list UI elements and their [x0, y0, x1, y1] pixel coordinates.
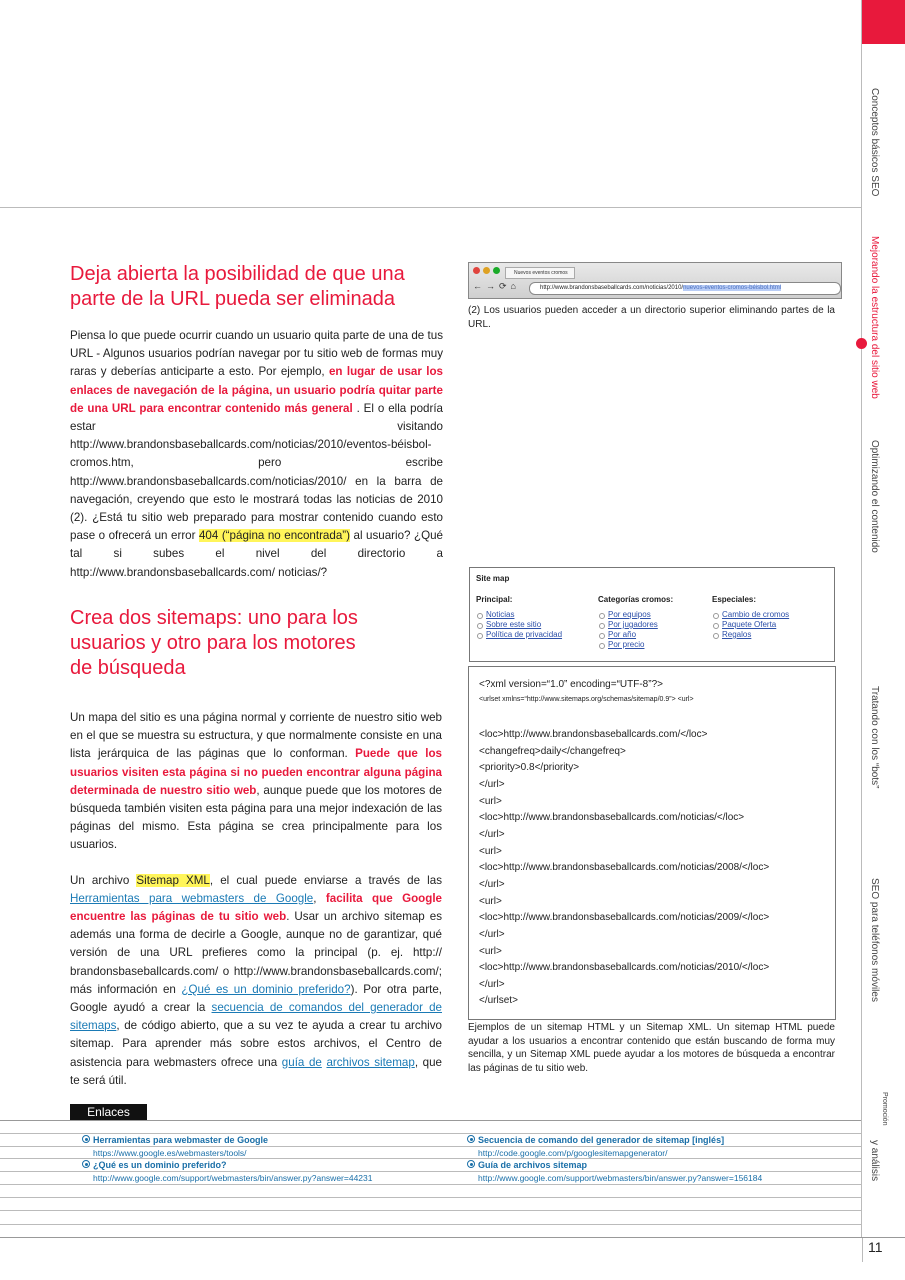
- section2-paragraph-1: [70, 709, 442, 855]
- resource-link-title[interactable]: [467, 1160, 587, 1170]
- sitemap-column-header: Especiales:: [712, 595, 757, 604]
- text-run: ,: [313, 891, 326, 905]
- preferred-domain-link[interactable]: ¿Qué es un dominio preferido?: [181, 982, 351, 996]
- sitemap-link: Noticias: [476, 610, 562, 620]
- section2-paragraph-2: [70, 872, 442, 1090]
- sidebar-item-conceptos[interactable]: Conceptos básicos SEO: [869, 88, 880, 197]
- sitemap-link: Regalos: [712, 630, 789, 640]
- sidebar-item-contenido[interactable]: Optimizando el contenido: [869, 440, 880, 553]
- section2-heading: [70, 606, 440, 681]
- sidebar-item-analisis[interactable]: y análisis: [869, 1140, 880, 1182]
- xml-line: <loc>http://www.brandonsbaseballcards.com/noticias/2008/</loc>: [479, 862, 770, 873]
- browser-nav-icons: ←→⟳⌂: [473, 281, 520, 291]
- sitemap-link: Política de privacidad: [476, 630, 562, 640]
- link-title-text: Secuencia de comando del generador de sitemap [inglés]: [478, 1135, 725, 1145]
- text-run: , que te será útil.: [70, 1055, 442, 1087]
- links-rule: [0, 1210, 861, 1211]
- maximize-dot-icon: [493, 267, 500, 274]
- sidebar-item-promocion[interactable]: Promoción: [881, 1092, 888, 1126]
- text-run: . Usar un archivo sitemap es además una forma de decirle a Google, aunque no de garantizar, qué versión de una URL prefieres como la principal (p. ej. http:// brandonsbaseballcards.com/ o http://www.brandonsbaseballcards.com/; más información en: [70, 910, 442, 996]
- text-run: Piensa lo que puede ocurrir cuando un usuario quita parte de una de tus URL - Algunos usuarios podrían navegar por tu sitio web de formas muy raras y deberías anticiparte a esto. Por ejemplo,: [70, 329, 443, 379]
- links-rule: [0, 1146, 861, 1147]
- sitemap-xml-example: [468, 666, 836, 1020]
- links-rule: [0, 1133, 861, 1134]
- xml-caption-wrap: [468, 1021, 835, 1075]
- xml-line: <loc>http://www.brandonsbaseballcards.com/noticias/2009/</loc>: [479, 912, 770, 923]
- resource-link-title[interactable]: [82, 1135, 268, 1145]
- section2-heading-wrap: [70, 606, 440, 681]
- webmaster-tools-link[interactable]: Herramientas para webmasters de Google: [70, 891, 314, 905]
- heading-line: de búsqueda: [70, 657, 186, 679]
- text-run: . El o ella podría estar visitando http://www.brandonsbaseballcards.com/noticias/2010/eventos-béisbol-cromos.htm, pero escribe http://www.brandonsbaseballcards.com/noticias/2010/ en la barra de navegación, creyendo que esto le mostrará todas las noticias de 2010 (2). ¿Está tu sitio web preparado para mostrar contenido cuando esto pase o ofrecerá un error: [70, 401, 443, 543]
- sitemap-generator-link[interactable]: secuencia de comandos del generador de sitemaps: [70, 1001, 442, 1033]
- text-run: al usuario? ¿Qué tal si subes el nivel del directorio a http://www.brandonsbaseballcards.com/ noticias/?: [70, 529, 443, 579]
- link-bullet-icon: [467, 1160, 475, 1168]
- sitemap-link: Por jugadores: [598, 620, 673, 630]
- text-run: Un archivo: [70, 873, 137, 887]
- minimize-dot-icon: [483, 267, 490, 274]
- resource-link-title[interactable]: [467, 1135, 724, 1145]
- footer-rule: [0, 1237, 905, 1238]
- link-bullet-icon: [467, 1135, 475, 1143]
- emphasis-text: Puede que los usuarios visiten esta página si no pueden encontrar alguna página determinada de nuestro sitio web: [70, 747, 442, 797]
- xml-line: </url>: [479, 879, 505, 890]
- section1-heading-wrap: [70, 262, 430, 312]
- xml-line: <?xml version=“1.0” encoding=“UTF-8”?>: [479, 679, 663, 690]
- close-dot-icon: [473, 267, 480, 274]
- highlighted-text: 404 (“página no encontrada”): [198, 529, 350, 543]
- sitemap-html-example: [469, 567, 835, 662]
- links-rule: [0, 1224, 861, 1225]
- xml-line: <priority>0.8</priority>: [479, 762, 580, 773]
- resource-link-url[interactable]: http://code.google.com/p/googlesitemapgenerator/: [478, 1148, 668, 1158]
- xml-line: <url>: [479, 796, 502, 807]
- xml-line: <loc>http://www.brandonsbaseballcards.com/noticias/2010/</loc>: [479, 962, 770, 973]
- sitemap-column-header: Categorías cromos:: [598, 595, 674, 604]
- link-title-text: Herramientas para webmaster de Google: [93, 1135, 269, 1145]
- sitemap-link: Sobre este sitio: [476, 620, 562, 630]
- section1-heading: Deja abierta la posibilidad de que una parte de la URL pueda ser eliminada: [70, 263, 405, 310]
- chapter-tab-marker: [862, 0, 905, 44]
- links-rule: [0, 1197, 861, 1198]
- xml-line: <urlset xmlns=“http://www.sitemaps.org/schemas/sitemap/0.9”> <url>: [479, 696, 694, 703]
- text-run: , aunque puede que los motores de búsqueda también visiten esta página para una mejor indexación de las páginas del mismo. Esta página se crea principalmente para los usuarios.: [70, 783, 443, 852]
- sitemap-link: Cambio de cromos: [712, 610, 789, 620]
- sitemap-files-link[interactable]: archivos sitemap: [326, 1055, 415, 1069]
- emphasis-text: facilita que Google encuentre las páginas de tu sitio web: [70, 891, 442, 924]
- text-run: Un mapa del sitio es una página normal y corriente de nuestro sitio web en el que se muestra su estructura, y que normalmente consiste en una lista jerárquica de las páginas que lo conforman.: [70, 711, 442, 761]
- browser-address-bar: [529, 282, 841, 295]
- header-rule: [0, 207, 861, 208]
- sitemap-link: Paquete Oferta: [712, 620, 789, 630]
- links-rule: [0, 1171, 861, 1172]
- browser-caption-wrap: [468, 304, 835, 331]
- xml-line: <changefreq>daily</changefreq>: [479, 746, 626, 757]
- text-run: , el cual puede enviarse a través de las: [209, 873, 443, 887]
- xml-line: </url>: [479, 929, 505, 940]
- enlaces-tab: Enlaces: [70, 1104, 147, 1120]
- text-run: ). Por otra parte, Google ayudó a crear la: [70, 982, 442, 1015]
- xml-line: </urlset>: [479, 995, 518, 1006]
- sitemap-title: Site map: [476, 574, 510, 583]
- resource-link-title[interactable]: [82, 1160, 227, 1170]
- section2-body: [70, 709, 442, 1090]
- browser-tab: Nuevos eventos cromos: [505, 267, 575, 279]
- url-base: http://www.brandonsbaseballcards.com/noticias/2010/: [540, 285, 684, 291]
- resource-link-url[interactable]: https://www.google.es/webmasters/tools/: [93, 1148, 247, 1158]
- sitemap-link: Por precio: [598, 640, 673, 650]
- xml-line: <url>: [479, 946, 502, 957]
- sitemap-column: [712, 595, 789, 640]
- xml-line: </url>: [479, 829, 505, 840]
- xml-line: <url>: [479, 846, 502, 857]
- xml-line: <loc>http://www.brandonsbaseballcards.com/noticias/</loc>: [479, 812, 745, 823]
- active-section-indicator: [856, 338, 867, 349]
- sidebar-item-moviles[interactable]: SEO para teléfonos móviles: [869, 878, 880, 1002]
- sitemap-guide-link[interactable]: guía de: [281, 1055, 322, 1069]
- url-selected: nuevos-eventos-cromos-béisbol.html: [683, 285, 782, 291]
- link-title-text: Guía de archivos sitemap: [478, 1160, 588, 1170]
- sidebar-divider: [861, 0, 862, 1238]
- text-run: , de código abierto, que a su vez te ayuda a crear tu archivo sitemap. Para aprender más sobre estos archivos, el Centro de asistencia para webmasters ofrece una: [70, 1019, 442, 1069]
- xml-line: </url>: [479, 979, 505, 990]
- sitemap-caption: Ejemplos de un sitemap HTML y un Sitemap XML. Un sitemap HTML puede ayudar a los usuarios a encontrar contenido que están buscando de forma muy sencilla, y un Sitemap XML puede ayudar a los motores de búsqueda a encontrar las páginas de tu sitio web.: [468, 1022, 835, 1074]
- link-bullet-icon: [82, 1135, 90, 1143]
- link-title-text: ¿Qué es un dominio preferido?: [93, 1160, 227, 1170]
- sitemap-column: [598, 595, 673, 650]
- highlighted-text: Sitemap XML: [136, 873, 210, 887]
- section1-body: [70, 327, 443, 582]
- sitemap-column: [476, 595, 562, 640]
- links-rule: [0, 1184, 861, 1185]
- sitemap-column-header: Principal:: [476, 595, 513, 604]
- page-number: 11: [862, 1238, 898, 1262]
- resource-link-url[interactable]: http://www.google.com/support/webmasters/bin/answer.py?answer=44231: [93, 1173, 373, 1183]
- sitemap-link: Por equipos: [598, 610, 673, 620]
- xml-line: <url>: [479, 896, 502, 907]
- sidebar-item-estructura[interactable]: Mejorando la estructura del sitio web: [869, 236, 880, 399]
- section1-paragraph: [70, 327, 443, 582]
- emphasis-text: en lugar de usar los enlaces de navegación de la página, un usuario podría quitar parte de una URL para encontrar contenido más general: [70, 365, 443, 415]
- browser-screenshot: [468, 262, 842, 299]
- xml-line: </url>: [479, 779, 505, 790]
- link-bullet-icon: [82, 1160, 90, 1168]
- xml-line: <loc>http://www.brandonsbaseballcards.com/</loc>: [479, 729, 708, 740]
- sitemap-link: Por año: [598, 630, 673, 640]
- sidebar-item-bots[interactable]: Tratando con los “bots”: [869, 686, 880, 789]
- browser-caption: (2) Los usuarios pueden acceder a un directorio superior eliminando partes de la URL.: [468, 305, 835, 330]
- resource-link-url[interactable]: http://www.google.com/support/webmasters/bin/answer.py?answer=156184: [478, 1173, 763, 1183]
- heading-line: usuarios y otro para los motores: [70, 632, 356, 654]
- heading-line: Crea dos sitemaps: uno para los: [70, 607, 358, 629]
- links-rule: [0, 1158, 861, 1159]
- links-rule: [0, 1120, 861, 1121]
